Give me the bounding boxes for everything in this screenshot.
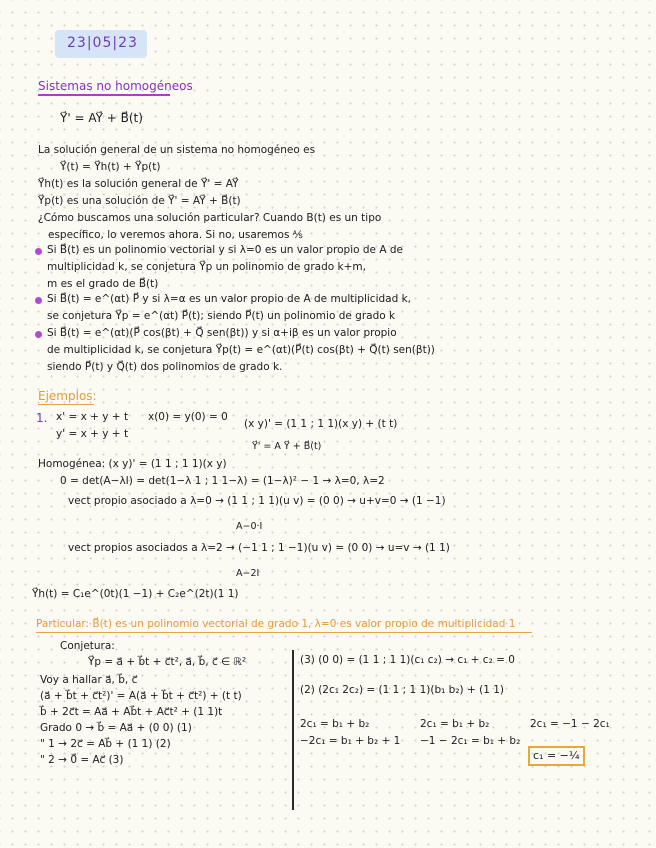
particular-underline xyxy=(36,632,532,633)
step-line: b⃗ + 2c⃗t = Aa⃗ + Ab⃗t + Ac⃗t² + (1 1)t xyxy=(40,706,223,718)
determinant: 0 = det(A−λI) = det(1−λ 1 ; 1 1−λ) = (1−λ)² − 1 → λ=0, λ=2 xyxy=(60,475,385,487)
matrix-label: A−2I xyxy=(236,568,260,579)
conjecture-label: Conjetura: xyxy=(60,640,115,652)
initial-conditions: x(0) = y(0) = 0 xyxy=(148,411,228,423)
system-eq: y' = x + y + t xyxy=(56,428,129,440)
theory-line: ¿Cómo buscamos una solución particular? Cuando B(t) es un tipo xyxy=(38,212,382,224)
step-line: Voy a hallar a⃗, b⃗, c⃗ xyxy=(40,674,138,686)
homogeneous: Homogénea: (x y)' = (1 1 ; 1 1)(x y) xyxy=(38,458,227,470)
main-equation: Y⃗' = AY⃗ + B⃗(t) xyxy=(60,111,143,125)
matrix-labels: Y⃗' = A Y⃗ + B⃗(t) xyxy=(252,441,322,452)
boxed-result: c₁ = −¼ xyxy=(528,746,585,766)
matrix-equation: (x y)' = (1 1 ; 1 1)(x y) + (t t) xyxy=(244,418,398,430)
examples-underline xyxy=(38,404,94,405)
date: 23|05|23 xyxy=(67,35,138,51)
bullet-line: Si B⃗(t) es un polinomio vectorial y si λ=0 es un valor propio de A de xyxy=(47,244,404,256)
date-badge xyxy=(55,30,147,58)
bullet-line: m es el grado de B⃗(t) xyxy=(47,278,159,290)
step-line: " 1 → 2c⃗ = Ab⃗ + (1 1) (2) xyxy=(40,738,171,750)
bullet-line: multiplicidad k, se conjetura Y⃗p un polinomio de grado k+m, xyxy=(47,261,366,273)
examples-label: Ejemplos: xyxy=(38,389,97,403)
system-eq: x' = x + y + t xyxy=(56,411,129,423)
bullet-line: de multiplicidad k, se conjetura Y⃗p(t) = e^(αt)(P⃗(t) cos(βt) + Q⃗(t) sen(βt)) xyxy=(47,344,435,356)
bullet-dot xyxy=(35,297,42,304)
right-step: −2c₁ = b₁ + b₂ + 1 xyxy=(300,735,401,747)
right-step: (2) (2c₁ 2c₂) = (1 1 ; 1 1)(b₁ b₂) + (1 1) xyxy=(300,684,504,696)
bullet-dot xyxy=(35,331,42,338)
right-step: 2c₁ = −1 − 2c₁ xyxy=(530,718,610,730)
right-step: 2c₁ = b₁ + b₂ xyxy=(420,718,490,730)
eigenvector-2: vect propios asociados a λ=2 → (−1 1 ; 1 −1)(u v) = (0 0) → u=v → (1 1) xyxy=(68,542,450,554)
column-divider xyxy=(292,650,294,810)
bullet-line: se conjetura Y⃗p = e^(αt) P⃗(t); siendo P⃗(t) un polinomio de grado k xyxy=(47,310,396,322)
theory-line: Y⃗p(t) es una solución de Y⃗' = AY⃗ + B⃗(t) xyxy=(38,195,241,207)
theory-line: específico, lo veremos ahora. Si no, usaremos ⅍ xyxy=(48,229,303,241)
step-line: (a⃗ + b⃗t + c⃗t²)' = A(a⃗ + b⃗t + c⃗t²) + (t t) xyxy=(40,690,242,702)
example-number: 1. xyxy=(36,411,48,425)
theory-line: Y⃗h(t) es la solución general de Y⃗' = AY⃗ xyxy=(38,178,239,190)
right-step: −1 − 2c₁ = b₁ + b₂ xyxy=(420,735,521,747)
matrix-label: A−0·I xyxy=(236,521,263,532)
yh-solution: Y⃗h(t) = C₁e^(0t)(1 −1) + C₂e^(2t)(1 1) xyxy=(32,588,239,600)
bullet-dot xyxy=(35,248,42,255)
theory-line: La solución general de un sistema no homogéneo es xyxy=(38,144,316,156)
bullet-line: Si B⃗(t) = e^(αt) P⃗ y si λ=α es un valor propio de A de multiplicidad k, xyxy=(47,293,412,305)
bullet-line: Si B⃗(t) = e^(αt)(P⃗ cos(βt) + Q⃗ sen(βt)) y si α+iβ es un valor propio xyxy=(47,327,397,339)
conjecture: Y⃗p = a⃗ + b⃗t + c⃗t², a⃗, b⃗, c⃗ ∈ ℝ² xyxy=(88,656,247,668)
step-line: " 2 → 0⃗ = Ac⃗ (3) xyxy=(40,754,124,766)
right-step: 2c₁ = b₁ + b₂ xyxy=(300,718,370,730)
right-step: (3) (0 0) = (1 1 ; 1 1)(c₁ c₂) → c₁ + c₂ = 0 xyxy=(300,654,515,666)
step-line: Grado 0 → b⃗ = Aa⃗ + (0 0) (1) xyxy=(40,722,192,734)
particular-heading: Particular: B⃗(t) es un polinomio vectorial de grado 1, λ=0 es valor propio de multiplicidad 1 xyxy=(36,618,516,630)
theory-line: Y⃗(t) = Y⃗h(t) + Y⃗p(t) xyxy=(60,161,161,173)
eigenvector-0: vect propio asociado a λ=0 → (1 1 ; 1 1)(u v) = (0 0) → u+v=0 → (1 −1) xyxy=(68,495,446,507)
page-title: Sistemas no homogéneos xyxy=(38,79,193,93)
bullet-line: siendo P⃗(t) y Q⃗(t) dos polinomios de grado k. xyxy=(47,361,283,373)
title-underline xyxy=(38,94,170,96)
